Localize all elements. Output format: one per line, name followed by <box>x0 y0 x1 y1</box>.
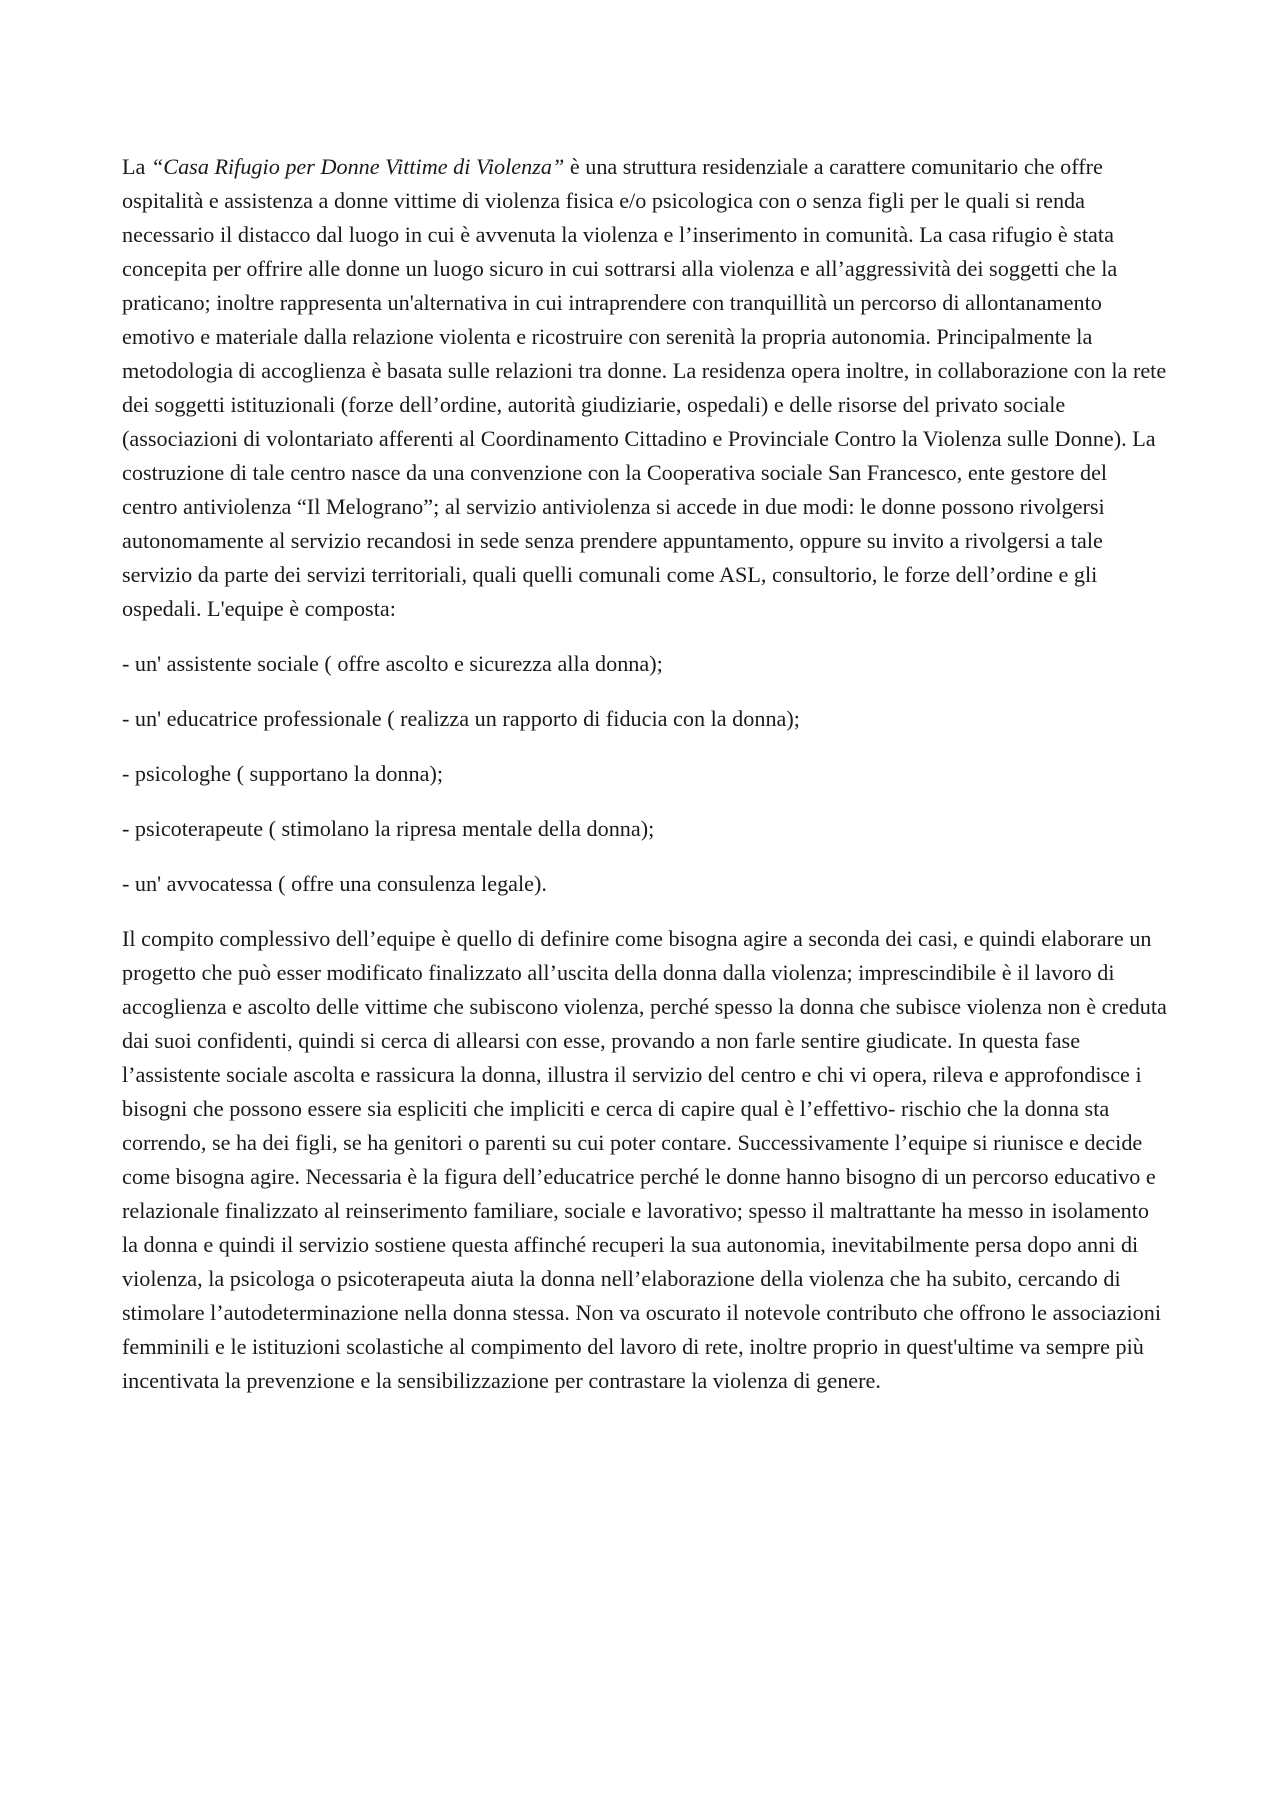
closing-paragraph: Il compito complessivo dell’equipe è quello di definire come bisogna agire a seconda dei casi, e quindi elaborare un progetto che può esser modificato finalizzato all’uscita della donna dalla violenza; imprescindibile è il lavoro di accoglienza e ascolto delle vittime che subiscono violenza, perché spesso la donna che subisce violenza non è creduta dai suoi confidenti, quindi si cerca di allearsi con esse, provando a non farle sentire giudicate. In questa fase l’assistente sociale ascolta e rassicura la donna, illustra il servizio del centro e chi vi opera, rileva e approfondisce i bisogni che possono essere sia espliciti che impliciti e cerca di capire qual è l’effettivo- rischio che la donna sta correndo, se ha dei figli, se ha genitori o parenti su cui poter contare. Successivamente l’equipe si riunisce e decide come bisogna agire. Necessaria è la figura dell’educatrice perché le donne hanno bisogno di un percorso educativo e relazionale finalizzato al reinserimento familiare, sociale e lavorativo; spesso il maltrattante ha messo in isolamento la donna e quindi il servizio sostiene questa affinché recuperi la sua autonomia, inevitabilmente persa dopo anni di violenza, la psicologa o psicoterapeuta aiuta la donna nell’elaborazione della violenza che ha subito, cercando di stimolare l’autodeterminazione nella donna stessa. Non va oscurato il notevole contributo che offrono le associazioni femminili e le istituzioni scolastiche al compimento del lavoro di rete, inoltre proprio in quest'ultime va sempre più incentivata la prevenzione e la sensibilizzazione per contrastare la violenza di genere. <box>122 926 1167 1393</box>
list-item: - un' assistente sociale ( offre ascolto e sicurezza alla donna); <box>122 651 663 676</box>
list-item: - un' avvocatessa ( offre una consulenza legale). <box>122 871 547 896</box>
list-item: - psicoterapeute ( stimolano la ripresa mentale della donna); <box>122 816 655 841</box>
intro-title: “Casa Rifugio per Donne Vittime di Violenza” <box>150 154 565 179</box>
intro-body: è una struttura residenziale a carattere comunitario che offre ospitalità e assistenza a donne vittime di violenza fisica e/o psicologica con o senza figli per le quali si renda necessario il distacco dal luogo in cui è avvenuta la violenza e l’inserimento in comunità. La casa rifugio è stata concepita per offrire alle donne un luogo sicuro in cui sottrarsi alla violenza e all’aggressività dei soggetti che la praticano; inoltre rappresenta un'alternativa in cui intraprendere con tranquillità un percorso di allontanamento emotivo e materiale dalla relazione violenta e ricostruire con serenità la propria autonomia. Principalmente la metodologia di accoglienza è basata sulle relazioni tra donne. La residenza opera inoltre, in collaborazione con la rete dei soggetti istituzionali (forze dell’ordine, autorità giudiziarie, ospedali) e delle risorse del privato sociale (associazioni di volontariato afferenti al Coordinamento Cittadino e Provinciale Contro la Violenza sulle Donne). La costruzione di tale centro nasce da una convenzione con la Cooperativa sociale San Francesco, ente gestore del centro antiviolenza “Il Melograno”; al servizio antiviolenza si accede in due modi: le donne possono rivolgersi autonomamente al servizio recandosi in sede senza prendere appuntamento, oppure su invito a rivolgersi a tale servizio da parte dei servizi territoriali, quali quelli comunali come ASL, consultorio, le forze dell’ordine e gli ospedali. L'equipe è composta: <box>122 154 1167 621</box>
intro-prefix: La <box>122 154 151 179</box>
intro-paragraph <box>122 150 1167 626</box>
list-item: - un' educatrice professionale ( realizza un rapporto di fiducia con la donna); <box>122 706 800 731</box>
document-page <box>122 150 1167 1419</box>
list-item: - psicologhe ( supportano la donna); <box>122 761 444 786</box>
